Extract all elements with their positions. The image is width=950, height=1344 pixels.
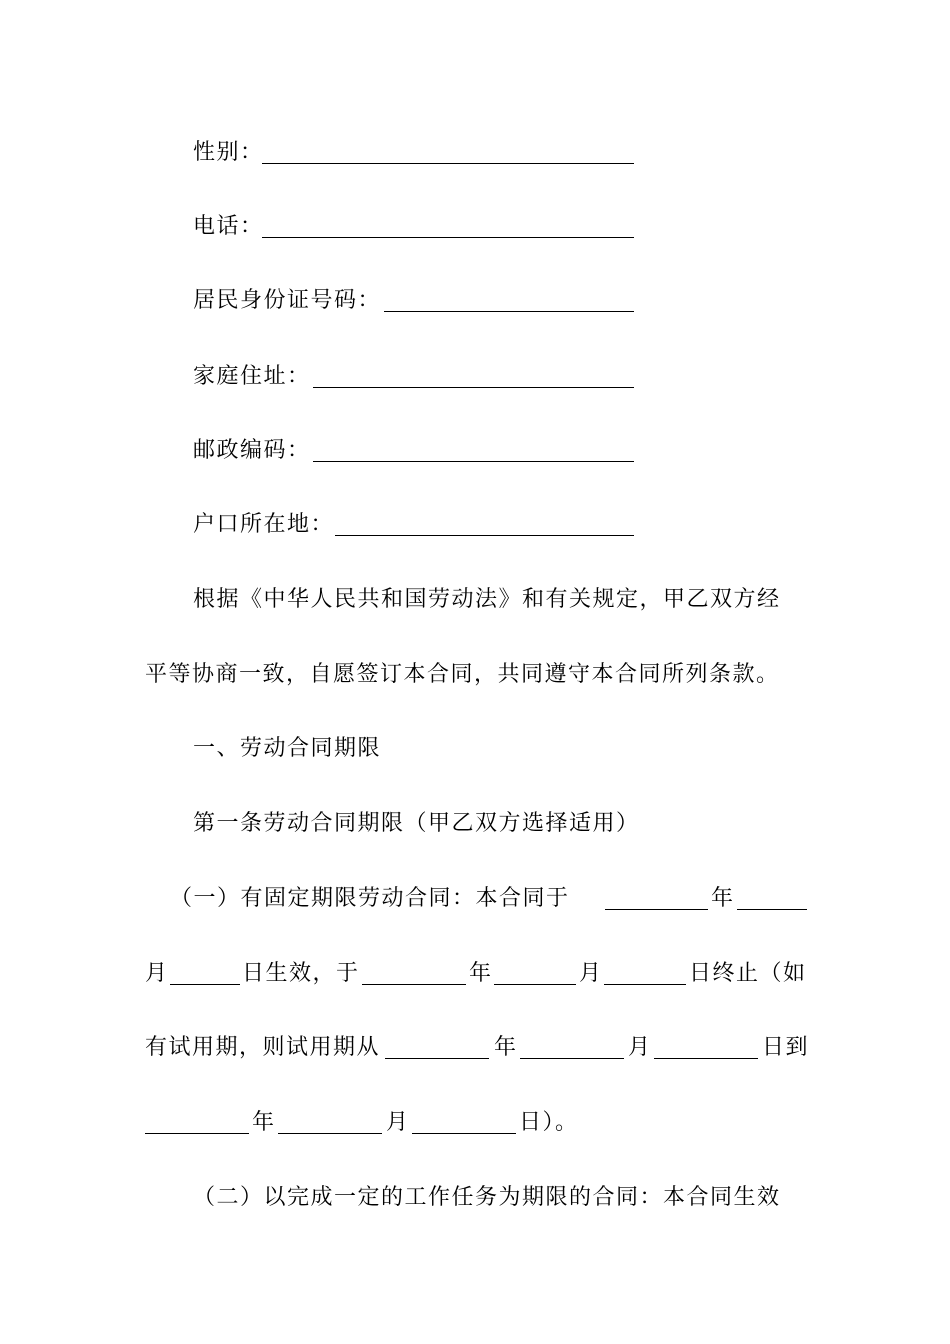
clause1-text-a: （一）有固定期限劳动合同：本合同于 (170, 886, 570, 911)
id-number-label: 居民身份证号码： (193, 288, 382, 313)
clause1-text-j: 月 (628, 1035, 652, 1060)
month-blank (494, 984, 576, 985)
clause1-text-c: 月 (145, 961, 169, 986)
month-blank (520, 1058, 624, 1059)
postal-code-blank (313, 461, 634, 462)
clause1-line-3 (0, 1028, 950, 1068)
clause1-line-1 (0, 879, 950, 919)
gender-blank (262, 163, 634, 164)
clause1-text-e: 年 (469, 961, 493, 986)
clause1-text-m: 月 (386, 1110, 410, 1135)
hukou-label: 户口所在地： (193, 512, 335, 537)
clause1-text-h: 有试用期，则试用期从 (145, 1035, 381, 1060)
year-blank (145, 1133, 249, 1134)
clause1-line-4 (0, 1103, 950, 1143)
article-title (0, 804, 950, 844)
id-number-blank (384, 311, 634, 312)
year-blank (362, 984, 466, 985)
article-title-text: 第一条劳动合同期限（甲乙双方选择适用） (193, 811, 640, 836)
postal-code-label: 邮政编码： (193, 438, 311, 463)
section-heading (0, 729, 950, 769)
day-blank (412, 1133, 516, 1134)
phone-field (0, 207, 950, 247)
month-blank (737, 909, 807, 910)
section-heading-text: 一、劳动合同期限 (193, 736, 382, 761)
clause1-text-i: 年 (494, 1035, 518, 1060)
year-blank (385, 1058, 489, 1059)
clause1-text-f: 月 (579, 961, 603, 986)
clause1-text-k: 日到 (762, 1035, 810, 1060)
phone-label: 电话： (193, 214, 264, 239)
clause1-text-b: 年 (711, 886, 735, 911)
home-address-blank (313, 387, 634, 388)
gender-label: 性别： (193, 140, 264, 165)
clause1-line-2 (0, 954, 950, 994)
year-blank (605, 909, 708, 910)
hukou-field (0, 505, 950, 545)
home-address-field (0, 357, 950, 397)
day-blank (604, 984, 686, 985)
clause1-text-d: 日生效，于 (242, 961, 360, 986)
month-blank (278, 1133, 382, 1134)
postal-code-field (0, 431, 950, 471)
hukou-blank (335, 535, 634, 536)
clause1-text-n: 日）。 (519, 1110, 579, 1135)
phone-blank (262, 237, 634, 238)
id-number-field (0, 281, 950, 321)
intro-line-1 (0, 580, 950, 620)
intro-text-2: 平等协商一致，自愿签订本合同，共同遵守本合同所列条款。 (145, 662, 780, 687)
clause1-text-g: 日终止（如 (689, 961, 807, 986)
intro-text-1: 根据《中华人民共和国劳动法》和有关规定，甲乙双方经 (193, 587, 781, 612)
clause2-text: （二）以完成一定的工作任务为期限的合同：本合同生效 (193, 1185, 781, 1210)
clause1-text-l: 年 (252, 1110, 276, 1135)
intro-line-2 (0, 655, 950, 695)
day-blank (170, 984, 240, 985)
day-blank (654, 1058, 758, 1059)
clause2-line-1 (0, 1178, 950, 1218)
gender-field (0, 133, 950, 173)
home-address-label: 家庭住址： (193, 364, 311, 389)
